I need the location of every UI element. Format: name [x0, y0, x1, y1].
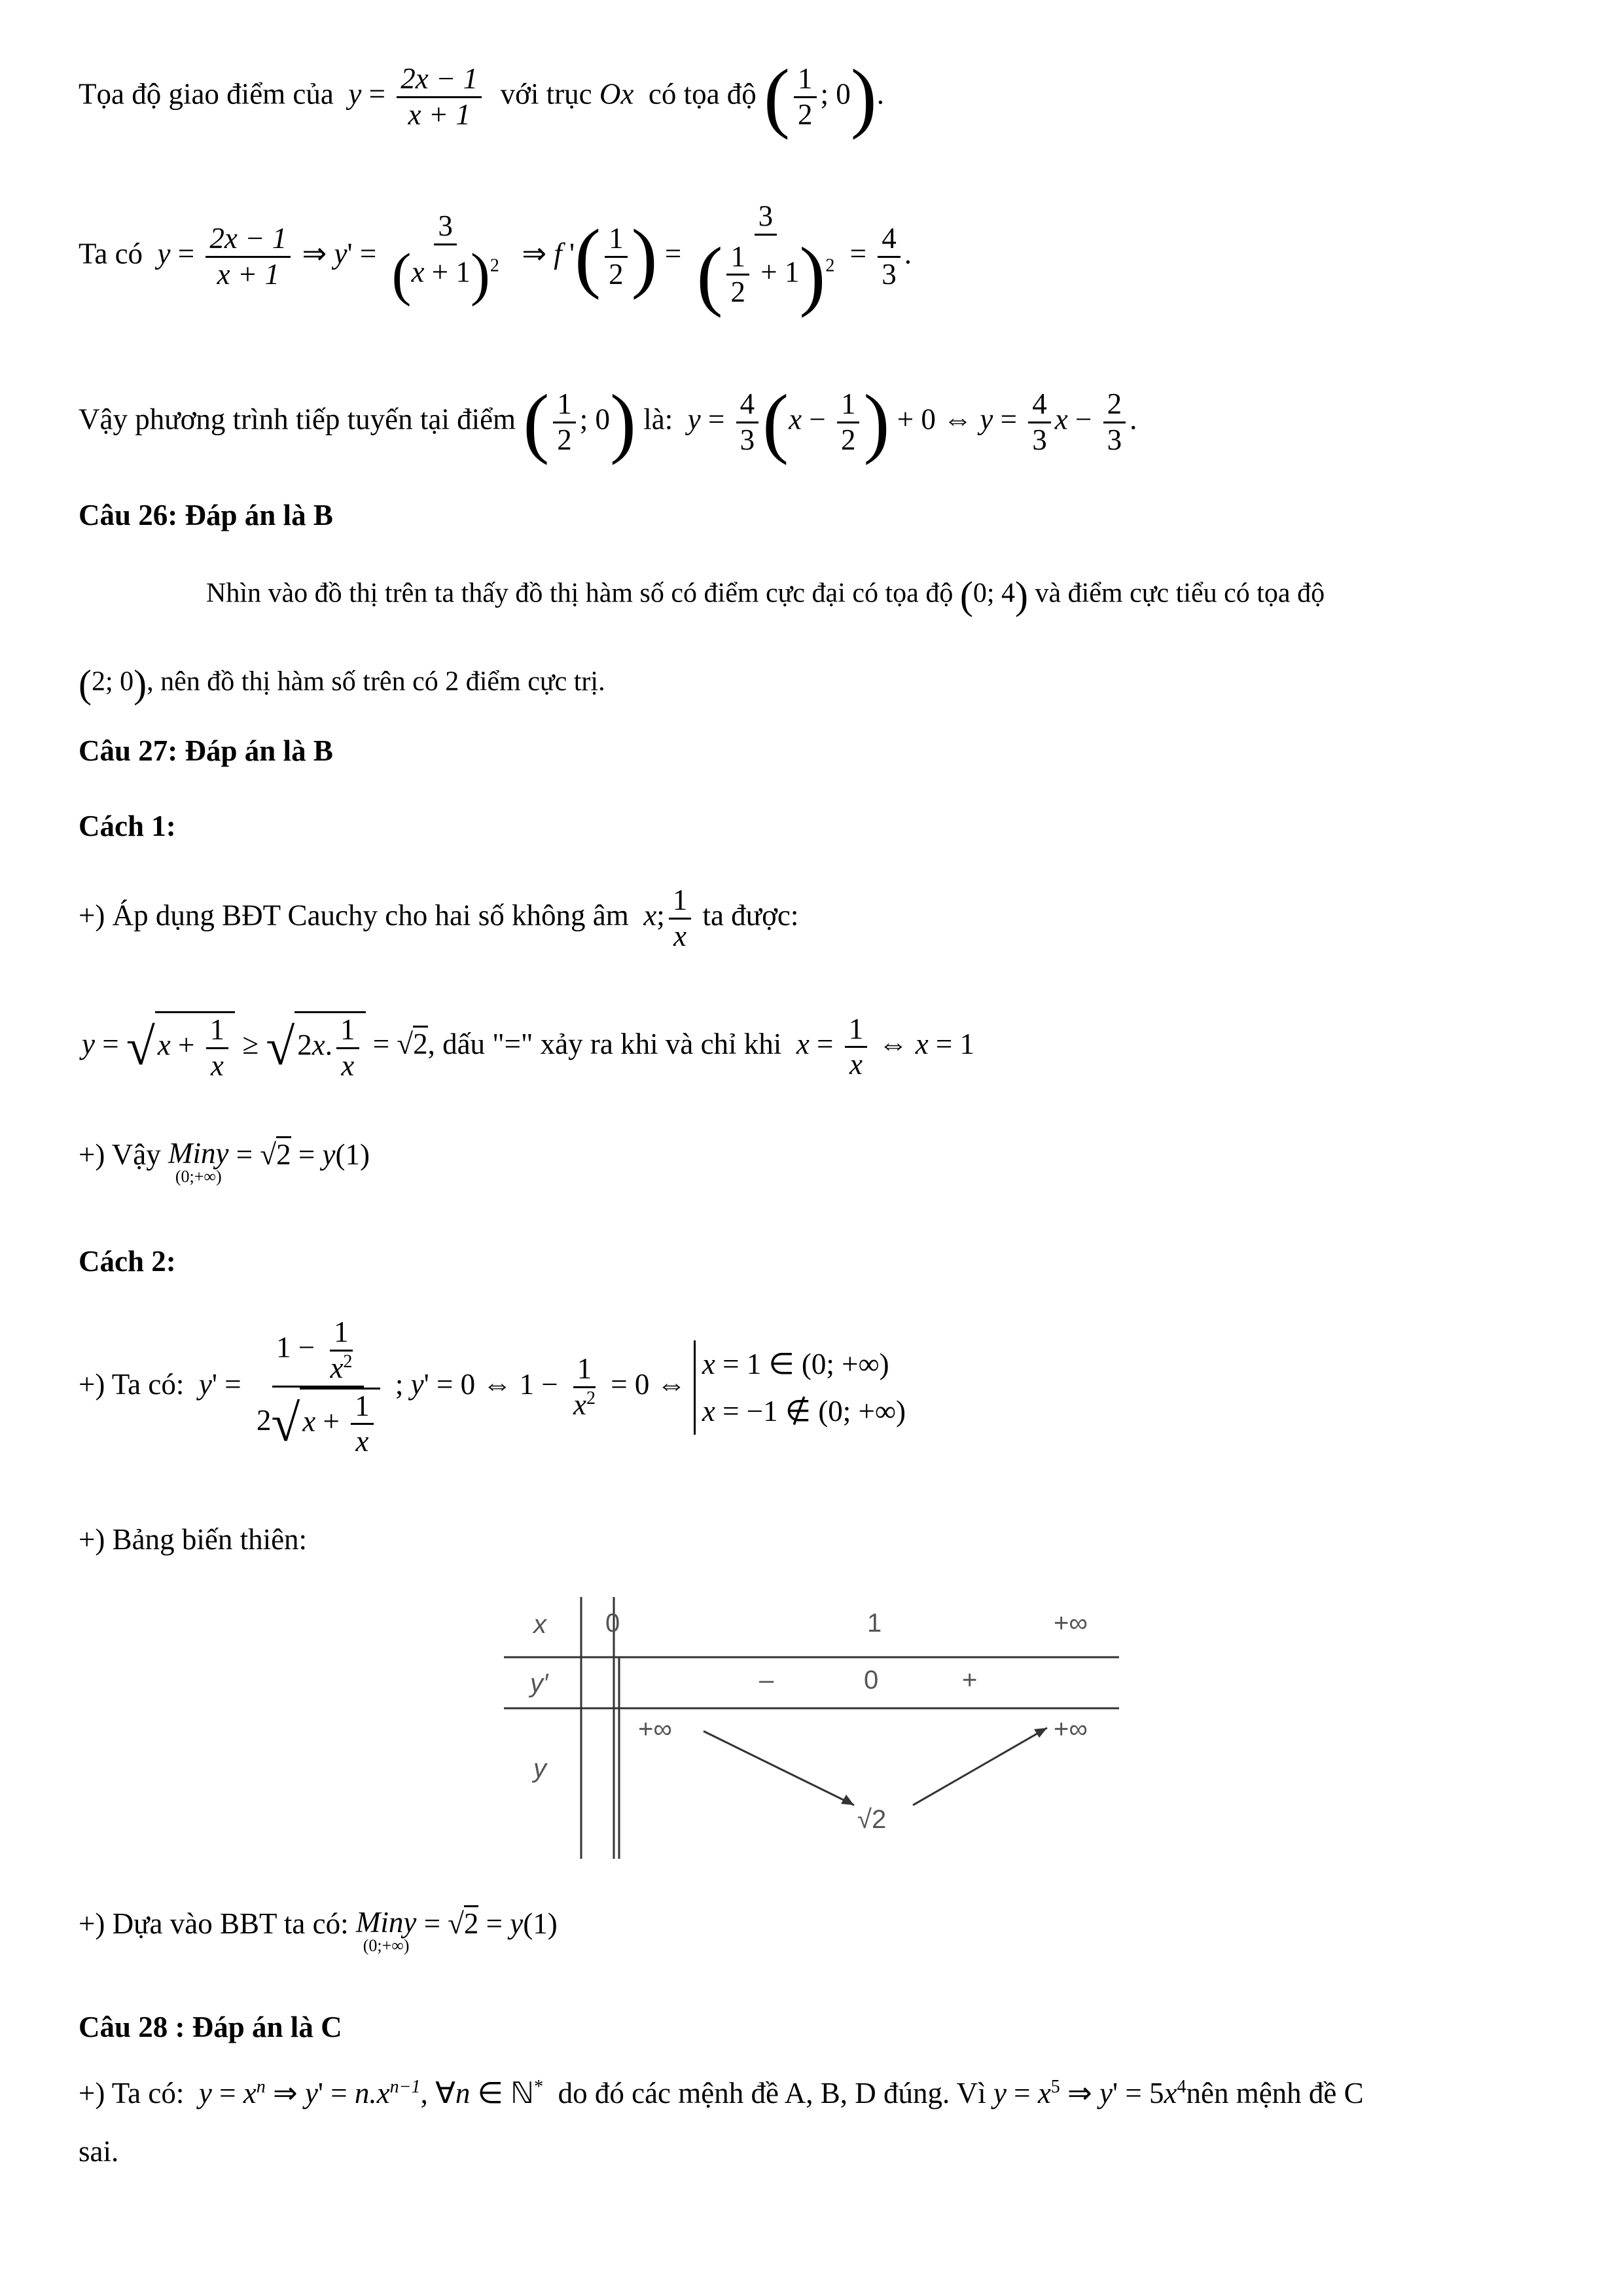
bbt-yp-label: y′: [530, 1669, 548, 1698]
variation-table-lines: [504, 1597, 1119, 1859]
line-tangent: Vậy phương trình tiếp tuyến tại điểm ( $\frac{1}{2}$ ; 0) là: y = $\frac{4}{3}$ (x − $\frac{1}{2}$ ) + 0 ⇔ y = $\frac{4}{3}$ x − $\frac{2}{3}$ .: [79, 378, 1137, 465]
variation-table: [504, 1597, 1119, 1859]
question-28-heading: Câu 28 : Đáp án là C: [79, 2011, 342, 2043]
q28-line-1: +) Ta có: $y = x^n$ ⇒ $y' = n.x^{n-1}$, ∀n ∈ ℕ* do đó các mệnh đề A, B, D đúng. Vì $y = x^5$ ⇒ $y' = 5x^4nên$ mệnh đề C: [79, 2077, 1364, 2109]
q26-text-1: Nhìn vào đồ thị trên ta thấy đồ thị hàm số có điểm cực đại có tọa độ (0; 4) và điểm cực tiểu có tọa độ: [206, 574, 1325, 617]
line-intersection: Tọa độ giao điểm của y = $\frac{2x - 1}{x + 1}$ với trục Ox có tọa độ ( $\frac{1}{2}$ ; 0).: [79, 53, 884, 140]
bbt-x-1: 1: [867, 1609, 882, 1638]
bbt-x-0: 0: [605, 1609, 620, 1638]
c1-line-3: +) Vậy Miny (0;+∞) = √2 = y(1): [79, 1137, 370, 1186]
q26-text-2: (2; 0), nên đồ thị hàm số trên có 2 điểm cực trị.: [79, 662, 605, 706]
c2-line-3: +) Dựa vào BBT ta có: Miny (0;+∞) = √2 = y(1): [79, 1906, 558, 1955]
question-27-heading: Câu 27: Đáp án là B: [79, 734, 333, 767]
c2-line-2: +) Bảng biến thiên:: [79, 1523, 308, 1556]
question-26-heading: Câu 26: Đáp án là B: [79, 499, 333, 531]
bbt-yp-plus: +: [962, 1666, 978, 1695]
method-2-heading: Cách 2:: [79, 1245, 176, 1278]
line-derivative: Ta có y = $\frac{2x - 1}{x + 1}$ ⇒ y' = $\frac{3}{(x + 1)^2}$ ⇒ f '( $\frac{1}{2}$ ) = 3 ( $\frac{1}{2}$ + 1)$^2$ = $\frac{4}{3}$ .: [79, 200, 912, 318]
increase-arrow: [913, 1728, 1047, 1805]
bbt-yp-minus: –: [759, 1666, 774, 1695]
bbt-y-left-inf: +∞: [638, 1715, 672, 1744]
fraction: $\frac{2x - 1}{x + 1}$: [397, 62, 482, 132]
method-1-heading: Cách 1:: [79, 810, 176, 842]
c1-line-1: +) Áp dụng BĐT Cauchy cho hai số không âm x; $\frac{1}{x}$ ta được:: [79, 884, 799, 952]
bbt-x-label: x: [533, 1610, 546, 1639]
bbt-yp-zero: 0: [864, 1666, 879, 1695]
bbt-y-right-inf: +∞: [1054, 1715, 1088, 1744]
bbt-y-min: √2: [857, 1805, 887, 1834]
q28-line-2: sai.: [79, 2135, 119, 2168]
decrease-arrow: [704, 1731, 854, 1805]
bbt-y-label: y: [533, 1754, 546, 1783]
bbt-x-inf: +∞: [1054, 1609, 1088, 1638]
c1-line-2: y = √x + $\frac{1}{x}$ ≥ √2x. $\frac{1}{x}$ = √2, dấu "=" xảy ra khi và chỉ khi x = $\frac{1}{x}$ ⇔ x = 1: [82, 1012, 975, 1082]
c2-line-1: +) Ta có: y' = 1 − $\frac{1}{x^2}$ 2√x + $\frac{1}{x}$ ; y' = 0 ⇔ 1 − $\frac{1}{x^2}$ = 0 ⇔ x = 1 ∈ (0; +∞) x = −1 ∉ (0; +∞): [79, 1316, 906, 1458]
